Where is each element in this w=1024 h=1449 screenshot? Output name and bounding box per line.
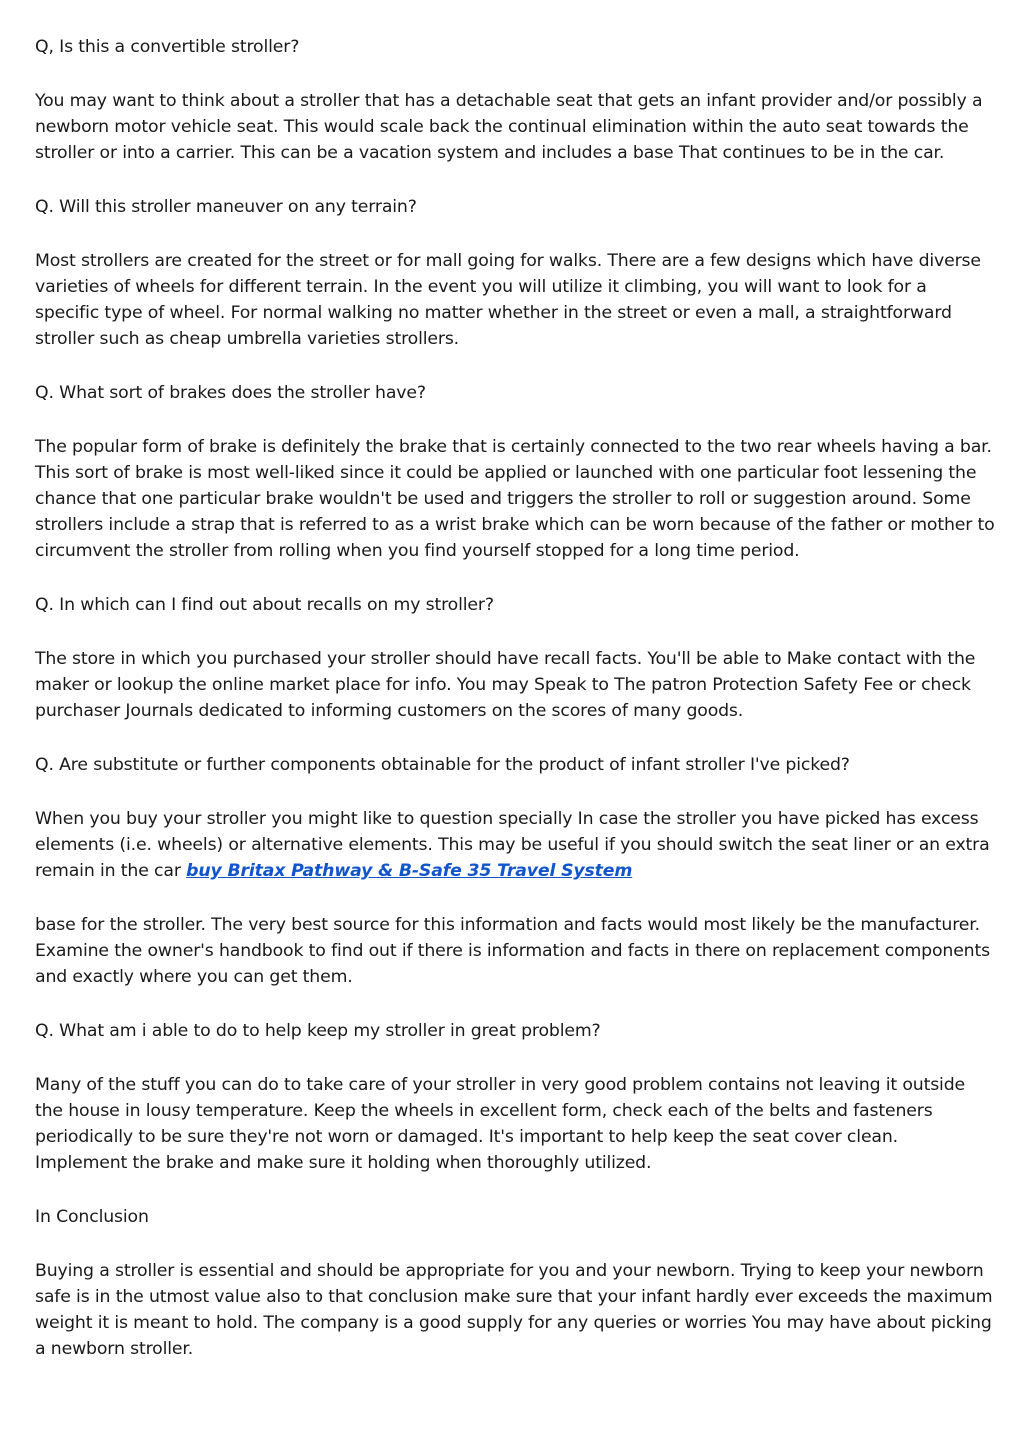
conclusion-heading: In Conclusion (35, 1207, 149, 1227)
answer-terrain: Most strollers are created for the street or for mall going for walks. There are a few designs which have diverse varieties of wheels for different terrain. In the event you will utilize it climbing, you will want to look for a specific type of wheel. For normal walking no matter whether in the street or even a mall, a straightforward stroller such as cheap umbrella varieties strollers. (35, 251, 981, 349)
question-components: Q. Are substitute or further components obtainable for the product of infant stroller I've picked? (35, 755, 850, 775)
answer-components-continued: base for the stroller. The very best source for this information and facts would most likely be the manufacturer. Examine the owner's handbook to find out if there is information and facts in there on replacement components and exactly where you can get them. (35, 915, 990, 987)
question-brakes: Q. What sort of brakes does the stroller have? (35, 383, 426, 403)
conclusion-text: Buying a stroller is essential and should be appropriate for you and your newborn. Trying to keep your newborn safe is in the utmost value also to that conclusion make sure that your infant hardly ever exceeds the maximum weight it is meant to hold. The company is a good supply for any queries or worries You may have about picking a newborn stroller. (35, 1261, 993, 1359)
answer-components (35, 806, 995, 884)
answer-recalls: The store in which you purchased your stroller should have recall facts. You'll be able to Make contact with the maker or lookup the online market place for info. You may Speak to The patron Protection Safety Fee or check purchaser Journals dedicated to informing customers on the scores of many goods. (35, 649, 976, 721)
question-terrain: Q. Will this stroller maneuver on any terrain? (35, 197, 417, 217)
answer-brakes: The popular form of brake is definitely the brake that is certainly connected to the two rear wheels having a bar. This sort of brake is most well-liked since it could be applied or launched with one particular foot lessening the chance that one particular brake wouldn't be used and triggers the stroller to roll or suggestion around. Some strollers include a strap that is referred to as a wrist brake which can be worn because of the father or mother to circumvent the stroller from rolling when you find yourself stopped for a long time period. (35, 437, 995, 561)
answer-components-text: When you buy your stroller you might like to question specially In case the stroller you have picked has excess elements (i.e. wheels) or alternative elements. This may be useful if you should switch the seat liner or an extra remain in the car (35, 809, 990, 881)
answer-convertible: You may want to think about a stroller that has a detachable seat that gets an infant provider and/or possibly a newborn motor vehicle seat. This would scale back the continual elimination within the auto seat towards the stroller or into a carrier. This can be a vacation system and includes a base That continues to be in the car. (35, 91, 983, 163)
document-body (35, 34, 995, 1390)
question-recalls: Q. In which can I find out about recalls on my stroller? (35, 595, 494, 615)
question-convertible: Q, Is this a convertible stroller? (35, 37, 300, 57)
answer-maintenance: Many of the stuff you can do to take care of your stroller in very good problem contains not leaving it outside the house in lousy temperature. Keep the wheels in excellent form, check each of the belts and fasteners periodically to be sure they're not worn or damaged. It's important to help keep the seat cover clean. Implement the brake and make sure it holding when thoroughly utilized. (35, 1075, 966, 1173)
product-link[interactable]: buy Britax Pathway & B-Safe 35 Travel System (186, 861, 633, 881)
question-maintenance: Q. What am i able to do to help keep my stroller in great problem? (35, 1021, 601, 1041)
